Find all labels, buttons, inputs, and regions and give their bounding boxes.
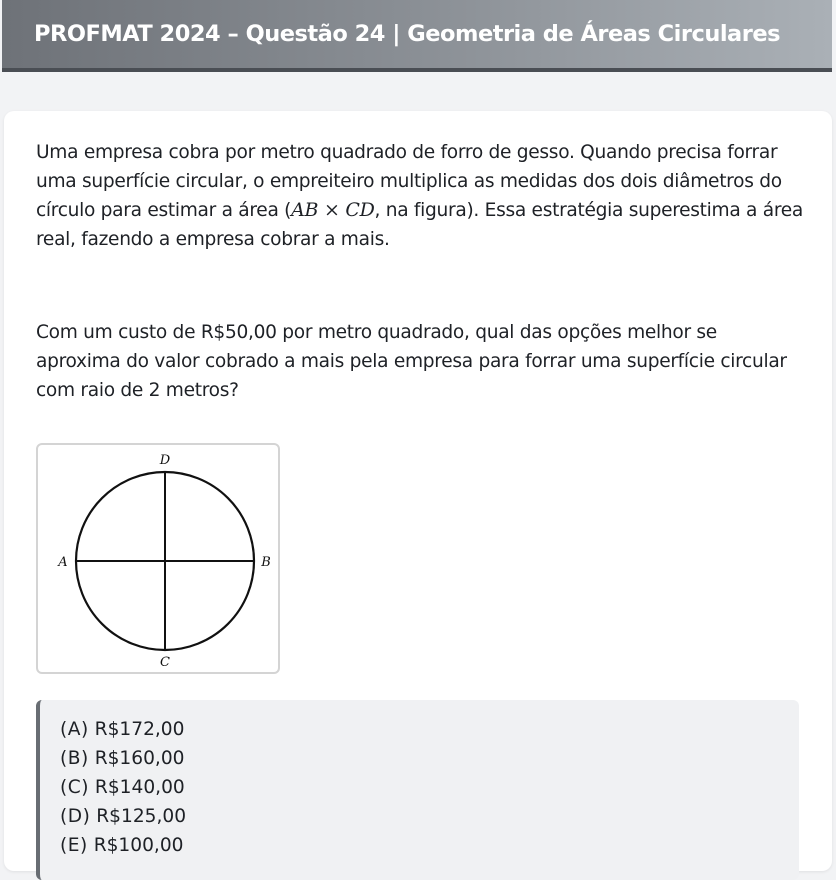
option-letter: (D) bbox=[60, 806, 91, 827]
option-letter: (B) bbox=[60, 748, 89, 769]
label-d: D bbox=[159, 453, 171, 468]
page-header bbox=[2, 0, 832, 72]
label-c: C bbox=[160, 655, 170, 670]
page-title: PROFMAT 2024 – Questão 24 | Geometria de Áreas Circulares bbox=[34, 21, 780, 47]
option-letter: (E) bbox=[60, 835, 88, 856]
option-text: R$172,00 bbox=[94, 719, 185, 740]
area-formula bbox=[291, 199, 374, 221]
question-card bbox=[4, 111, 832, 871]
option-b[interactable] bbox=[60, 744, 799, 773]
label-b: B bbox=[261, 555, 271, 570]
option-c[interactable] bbox=[60, 773, 799, 802]
option-text: R$125,00 bbox=[96, 806, 187, 827]
option-text: R$140,00 bbox=[94, 777, 185, 798]
option-letter: (A) bbox=[60, 719, 89, 740]
option-e[interactable] bbox=[60, 831, 799, 860]
formula-times: × bbox=[323, 199, 340, 221]
option-d[interactable] bbox=[60, 802, 799, 831]
question-paragraph-1 bbox=[36, 138, 806, 254]
formula-ab: AB bbox=[291, 199, 319, 221]
formula-cd: CD bbox=[345, 199, 375, 221]
label-a: A bbox=[58, 555, 68, 570]
option-letter: (C) bbox=[60, 777, 89, 798]
paragraph-1-text-before: Uma empresa cobra por metro quadrado de forro de gesso. Quando precisa forrar uma superfície circular, o empreiteiro multiplica as medidas dos dois diâmetros do círculo para estimar a área ( bbox=[36, 142, 782, 221]
answer-options bbox=[36, 700, 799, 880]
circle-diagram bbox=[38, 445, 278, 672]
circle-figure bbox=[36, 443, 280, 674]
option-text: R$100,00 bbox=[93, 835, 184, 856]
option-a[interactable] bbox=[60, 715, 799, 744]
option-text: R$160,00 bbox=[94, 748, 185, 769]
paragraph-1-text-after: , na figura). Essa estratégia superestima a área real, fazendo a empresa cobrar a mais. bbox=[36, 200, 804, 250]
question-paragraph-2: Com um custo de R$50,00 por metro quadrado, qual das opções melhor se aproxima do valor cobrado a mais pela empresa para forrar uma superfície circular com raio de 2 metros? bbox=[36, 322, 787, 401]
